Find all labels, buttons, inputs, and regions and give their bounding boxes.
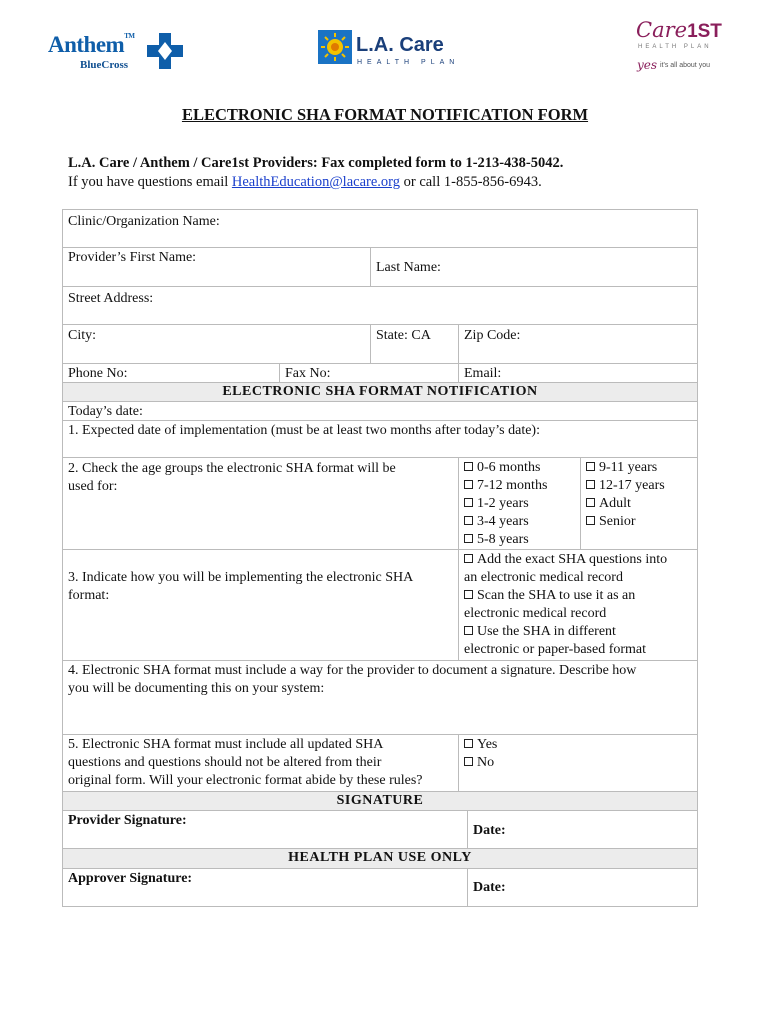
contact-suffix: or call 1-855-856-6943. [399, 174, 542, 190]
last-name-field[interactable]: Last Name: [370, 248, 697, 286]
anthem-logo-tm: TM [124, 32, 135, 40]
care1st-logo [636, 18, 722, 78]
form-table [62, 209, 698, 907]
age-label: 3-4 years [477, 514, 529, 529]
fax-field[interactable]: Fax No: [279, 364, 458, 382]
age-checkbox[interactable] [464, 477, 575, 495]
checkbox-icon [464, 534, 473, 543]
checkbox-icon [586, 498, 595, 507]
rules-question-line1: 5. Electronic SHA format must include all updated SHA [68, 737, 384, 752]
age-label: Senior [599, 514, 636, 529]
la-care-logo-word: L.A. Care [356, 34, 444, 56]
age-groups-col1 [458, 458, 580, 549]
implementation-options [458, 550, 697, 660]
checkbox-icon [464, 480, 473, 489]
checkbox-icon [464, 626, 473, 635]
notification-section-header: ELECTRONIC SHA FORMAT NOTIFICATION [62, 383, 698, 402]
option-other-format-label-cont: electronic or paper-based format [464, 642, 647, 657]
age-checkbox[interactable] [586, 495, 692, 513]
checkbox-icon [464, 516, 473, 525]
care1st-logo-word: Care [636, 18, 688, 42]
age-label: 9-11 years [599, 460, 658, 475]
option-ehr-checkbox[interactable] [464, 551, 692, 569]
age-checkbox[interactable] [586, 477, 692, 495]
anthem-logo-sub: BlueCross [80, 59, 129, 71]
checkbox-icon [586, 480, 595, 489]
rules-question-line2: questions and questions should not be altered from their [68, 755, 382, 770]
no-checkbox[interactable] [464, 754, 692, 772]
care1st-logo-num: 1ST [687, 21, 722, 42]
age-checkbox[interactable] [464, 495, 575, 513]
anthem-bluecross-logo [48, 30, 188, 74]
no-label: No [477, 755, 495, 770]
clinic-name-field[interactable]: Clinic/Organization Name: [68, 214, 220, 229]
care1st-logo-sub: HEALTH PLAN [638, 44, 712, 50]
checkbox-icon [464, 739, 473, 748]
row-city [62, 325, 698, 364]
implementation-question-line2: format: [68, 588, 110, 603]
row-phone [62, 364, 698, 383]
option-scan-label-cont: electronic medical record [464, 606, 607, 621]
row-provider-signature [62, 811, 698, 849]
bluecross-emblem-icon [144, 30, 186, 72]
age-label: 7-12 months [477, 478, 548, 493]
implementation-method-question [63, 550, 458, 660]
checkbox-icon [464, 554, 473, 563]
age-label: 5-8 years [477, 532, 529, 547]
option-other-format-label: Use the SHA in different [477, 624, 616, 639]
age-checkbox[interactable] [586, 513, 692, 531]
rules-question-line3: original form. Will your electronic format abide by these rules? [68, 773, 423, 788]
row-q3 [62, 550, 698, 661]
la-care-logo-sub: HEALTH PLAN [357, 59, 460, 66]
street-address-field[interactable]: Street Address: [68, 291, 154, 306]
health-plan-section-header: HEALTH PLAN USE ONLY [62, 849, 698, 869]
yes-label: Yes [477, 737, 498, 752]
row-provider-name [62, 248, 698, 287]
implementation-date-field[interactable]: 1. Expected date of implementation (must be at least two months after today’s date): [68, 423, 540, 438]
age-groups-question-line2: used for: [68, 479, 118, 494]
age-label: Adult [599, 496, 631, 511]
rules-options [458, 735, 697, 791]
provider-date-field[interactable]: Date: [467, 811, 697, 848]
row-q2 [62, 458, 698, 550]
todays-date-field[interactable]: Today’s date: [68, 404, 143, 419]
signature-method-field[interactable] [63, 661, 697, 734]
signature-method-line2: you will be documenting this on your system: [68, 681, 325, 696]
row-q4 [62, 661, 698, 735]
row-todays-date [62, 402, 698, 421]
age-groups-col2 [580, 458, 697, 549]
option-scan-label: Scan the SHA to use it as an [477, 588, 636, 603]
la-care-logo [318, 30, 460, 74]
age-groups-question [63, 458, 458, 549]
rules-question [63, 735, 458, 791]
implementation-question-line1: 3. Indicate how you will be implementing the electronic SHA [68, 570, 414, 585]
age-label: 1-2 years [477, 496, 529, 511]
yes-checkbox[interactable] [464, 736, 692, 754]
signature-section-header: SIGNATURE [62, 792, 698, 811]
age-groups-question-line1: 2. Check the age groups the electronic SHA format will be [68, 461, 396, 476]
signature-method-line1: 4. Electronic SHA format must include a way for the provider to document a signature. Describe how [68, 663, 637, 678]
checkbox-icon [464, 462, 473, 471]
checkbox-icon [464, 757, 473, 766]
email-field[interactable]: Email: [458, 364, 697, 382]
care1st-logo-yes: yes [637, 58, 658, 72]
form-title: ELECTRONIC SHA FORMAT NOTIFICATION FORM [181, 105, 589, 124]
checkbox-icon [464, 498, 473, 507]
email-link[interactable]: HealthEducation@lacare.org [231, 174, 400, 190]
first-name-field[interactable]: Provider’s First Name: [68, 250, 197, 265]
care1st-logo-tagline: it's all about you [660, 62, 710, 69]
option-scan-checkbox[interactable] [464, 587, 692, 605]
age-label: 12-17 years [599, 478, 665, 493]
checkbox-icon [586, 516, 595, 525]
age-checkbox[interactable] [464, 513, 575, 531]
row-q5 [62, 735, 698, 792]
checkbox-icon [464, 590, 473, 599]
row-clinic [62, 209, 698, 248]
row-street [62, 287, 698, 325]
age-label: 0-6 months [477, 460, 541, 475]
phone-field[interactable]: Phone No: [68, 366, 128, 381]
state-field[interactable]: State: CA [370, 325, 458, 363]
row-q1 [62, 421, 698, 458]
zip-code-field[interactable]: Zip Code: [458, 325, 697, 363]
row-approver-signature [62, 869, 698, 907]
anthem-logo-word: Anthem [48, 32, 125, 57]
option-ehr-label: Add the exact SHA questions into [477, 552, 668, 567]
checkbox-icon [586, 462, 595, 471]
contact-instructions [68, 174, 542, 191]
age-checkbox[interactable] [464, 459, 575, 477]
city-field[interactable]: City: [68, 328, 97, 343]
contact-prefix: If you have questions email [68, 174, 232, 190]
option-ehr-label-cont: an electronic medical record [464, 570, 623, 585]
age-checkbox[interactable] [586, 459, 692, 477]
approver-signature-field[interactable]: Approver Signature: [68, 871, 193, 886]
approver-date-field[interactable]: Date: [467, 869, 697, 906]
la-care-sun-icon [318, 30, 352, 64]
option-other-format-checkbox[interactable] [464, 623, 692, 641]
age-checkbox[interactable] [464, 531, 575, 549]
fax-instructions: L.A. Care / Anthem / Care1st Providers: Fax completed form to 1-213-438-5042. [68, 155, 564, 171]
provider-signature-field[interactable]: Provider Signature: [68, 813, 187, 828]
